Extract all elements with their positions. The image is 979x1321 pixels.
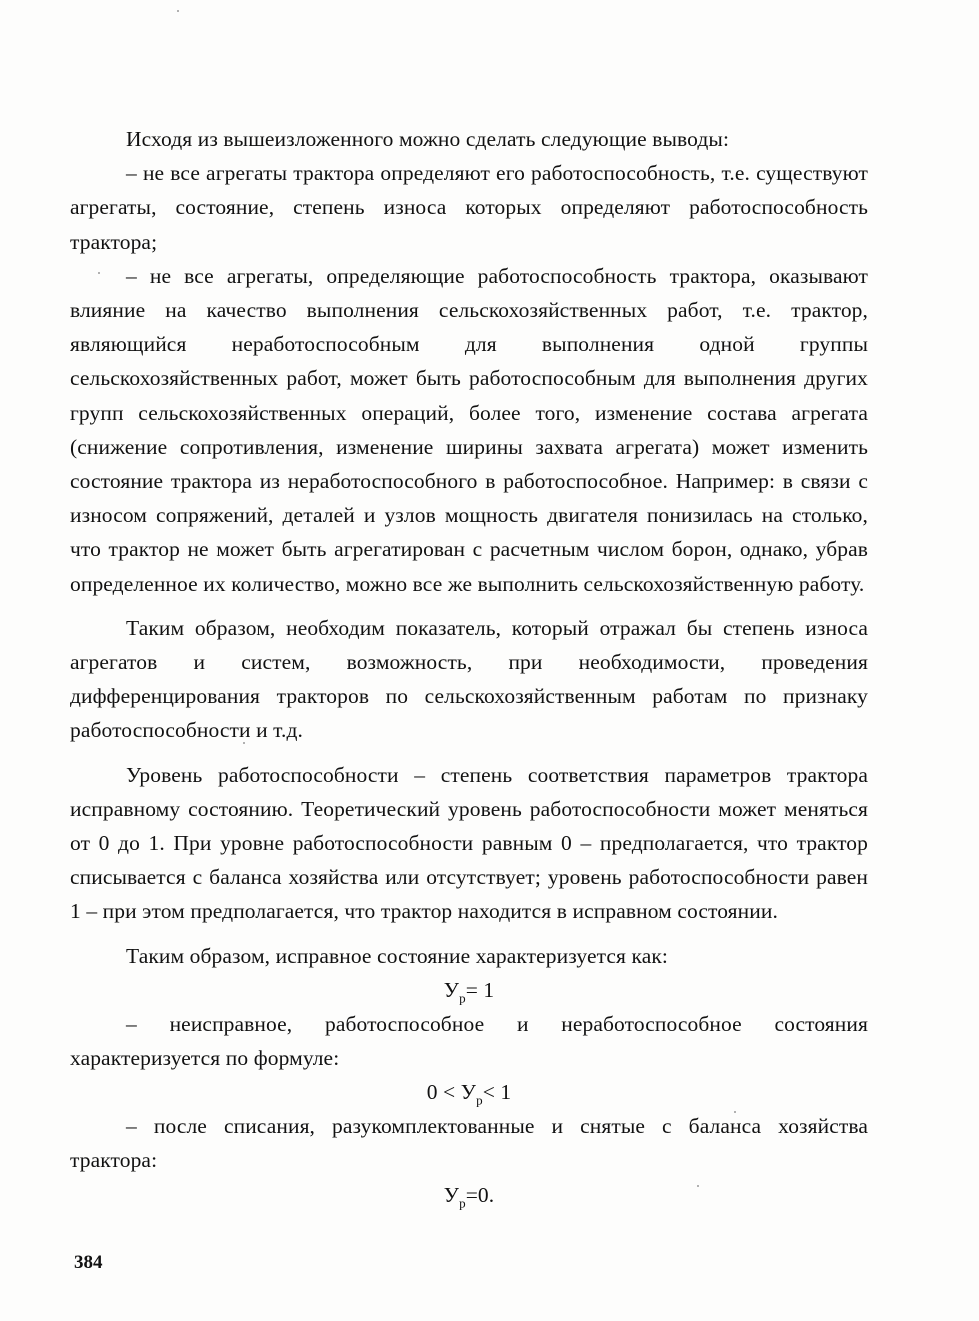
scan-speck <box>98 272 100 274</box>
scan-speck <box>734 1111 736 1113</box>
formula-subscript: р <box>476 1092 483 1108</box>
formula-serviceable <box>70 973 868 1007</box>
scan-speck <box>243 742 245 744</box>
paragraph-indicator: Таким образом, необходим показатель, который отражал бы степень износа агрегатов и систем, возможность, при необходимости, проведения дифференцирования тракторов по сельскохозяйственным работам по признаку работоспособности и т.д. <box>70 615 868 743</box>
paragraph-decommissioned: – после списания, разукомплектованные и снятые с баланса хозяйства трактора: <box>70 1114 868 1173</box>
formula-right: < 1 <box>482 1080 512 1105</box>
formula-faulty <box>70 1075 868 1109</box>
formula-right: = 1 <box>465 977 495 1002</box>
formula-left: У <box>443 1182 460 1207</box>
formula-right: =0. <box>465 1182 495 1207</box>
paragraph-definition: Уровень работоспособности – степень соответствия параметров трактора исправному состоянию. Теоретический уровень работоспособности может меняться от 0 до 1. При уровне работоспособности равным 0 – предполагается, что трактор списывается с баланса хозяйства или отсутствует; уровень работоспособности равен 1 – при этом предполагается, что трактор находится в исправном состоянии. <box>70 762 868 924</box>
formula-subscript: р <box>459 1194 466 1210</box>
formula-decommissioned <box>70 1178 868 1212</box>
paragraph-conclusions-intro: Исходя из вышеизложенного можно сделать следующие выводы: <box>126 127 730 151</box>
formula-left: 0 < У <box>426 1080 477 1105</box>
scan-speck <box>697 1185 699 1187</box>
paragraph-serviceable-state: Таким образом, исправное состояние характеризуется как: <box>126 943 668 968</box>
paragraph-faulty-states: – неисправное, работоспособное и неработоспособное состояния характеризуется по формуле: <box>70 1011 868 1071</box>
paragraph-bullet-1: – не все агрегаты трактора определяют его работоспособность, т.е. существуют агрегаты, состояние, степень износа которых определяют работоспособность трактора; <box>70 161 868 254</box>
page-number: 384 <box>74 1252 103 1273</box>
formula-subscript: р <box>459 990 466 1006</box>
document-body <box>70 122 868 1212</box>
formula-left: У <box>443 977 460 1002</box>
paragraph-bullet-2: – не все агрегаты, определяющие работоспособность трактора, оказывают влияние на качество выполнения сельскохозяйственных работ, т.е. трактор, являющийся неработоспособным для выполнения одной группы сельскохозяйственных работ, может быть работоспособным для выполнения других групп сельскохозяйственных операций, более того, изменение состава агрегата (снижение сопротивления, изменение ширины захвата агрегата) может изменить состояние трактора из неработоспособного в работоспособное. Например: в связи с износом сопряжений, деталей и узлов мощность двигателя понизилась на столько, что трактор не может быть агрегатирован с расчетным числом борон, однако, убрав определенное их количество, можно все же выполнить сельскохозяйственную работу. <box>70 263 868 596</box>
scan-speck <box>177 10 179 12</box>
